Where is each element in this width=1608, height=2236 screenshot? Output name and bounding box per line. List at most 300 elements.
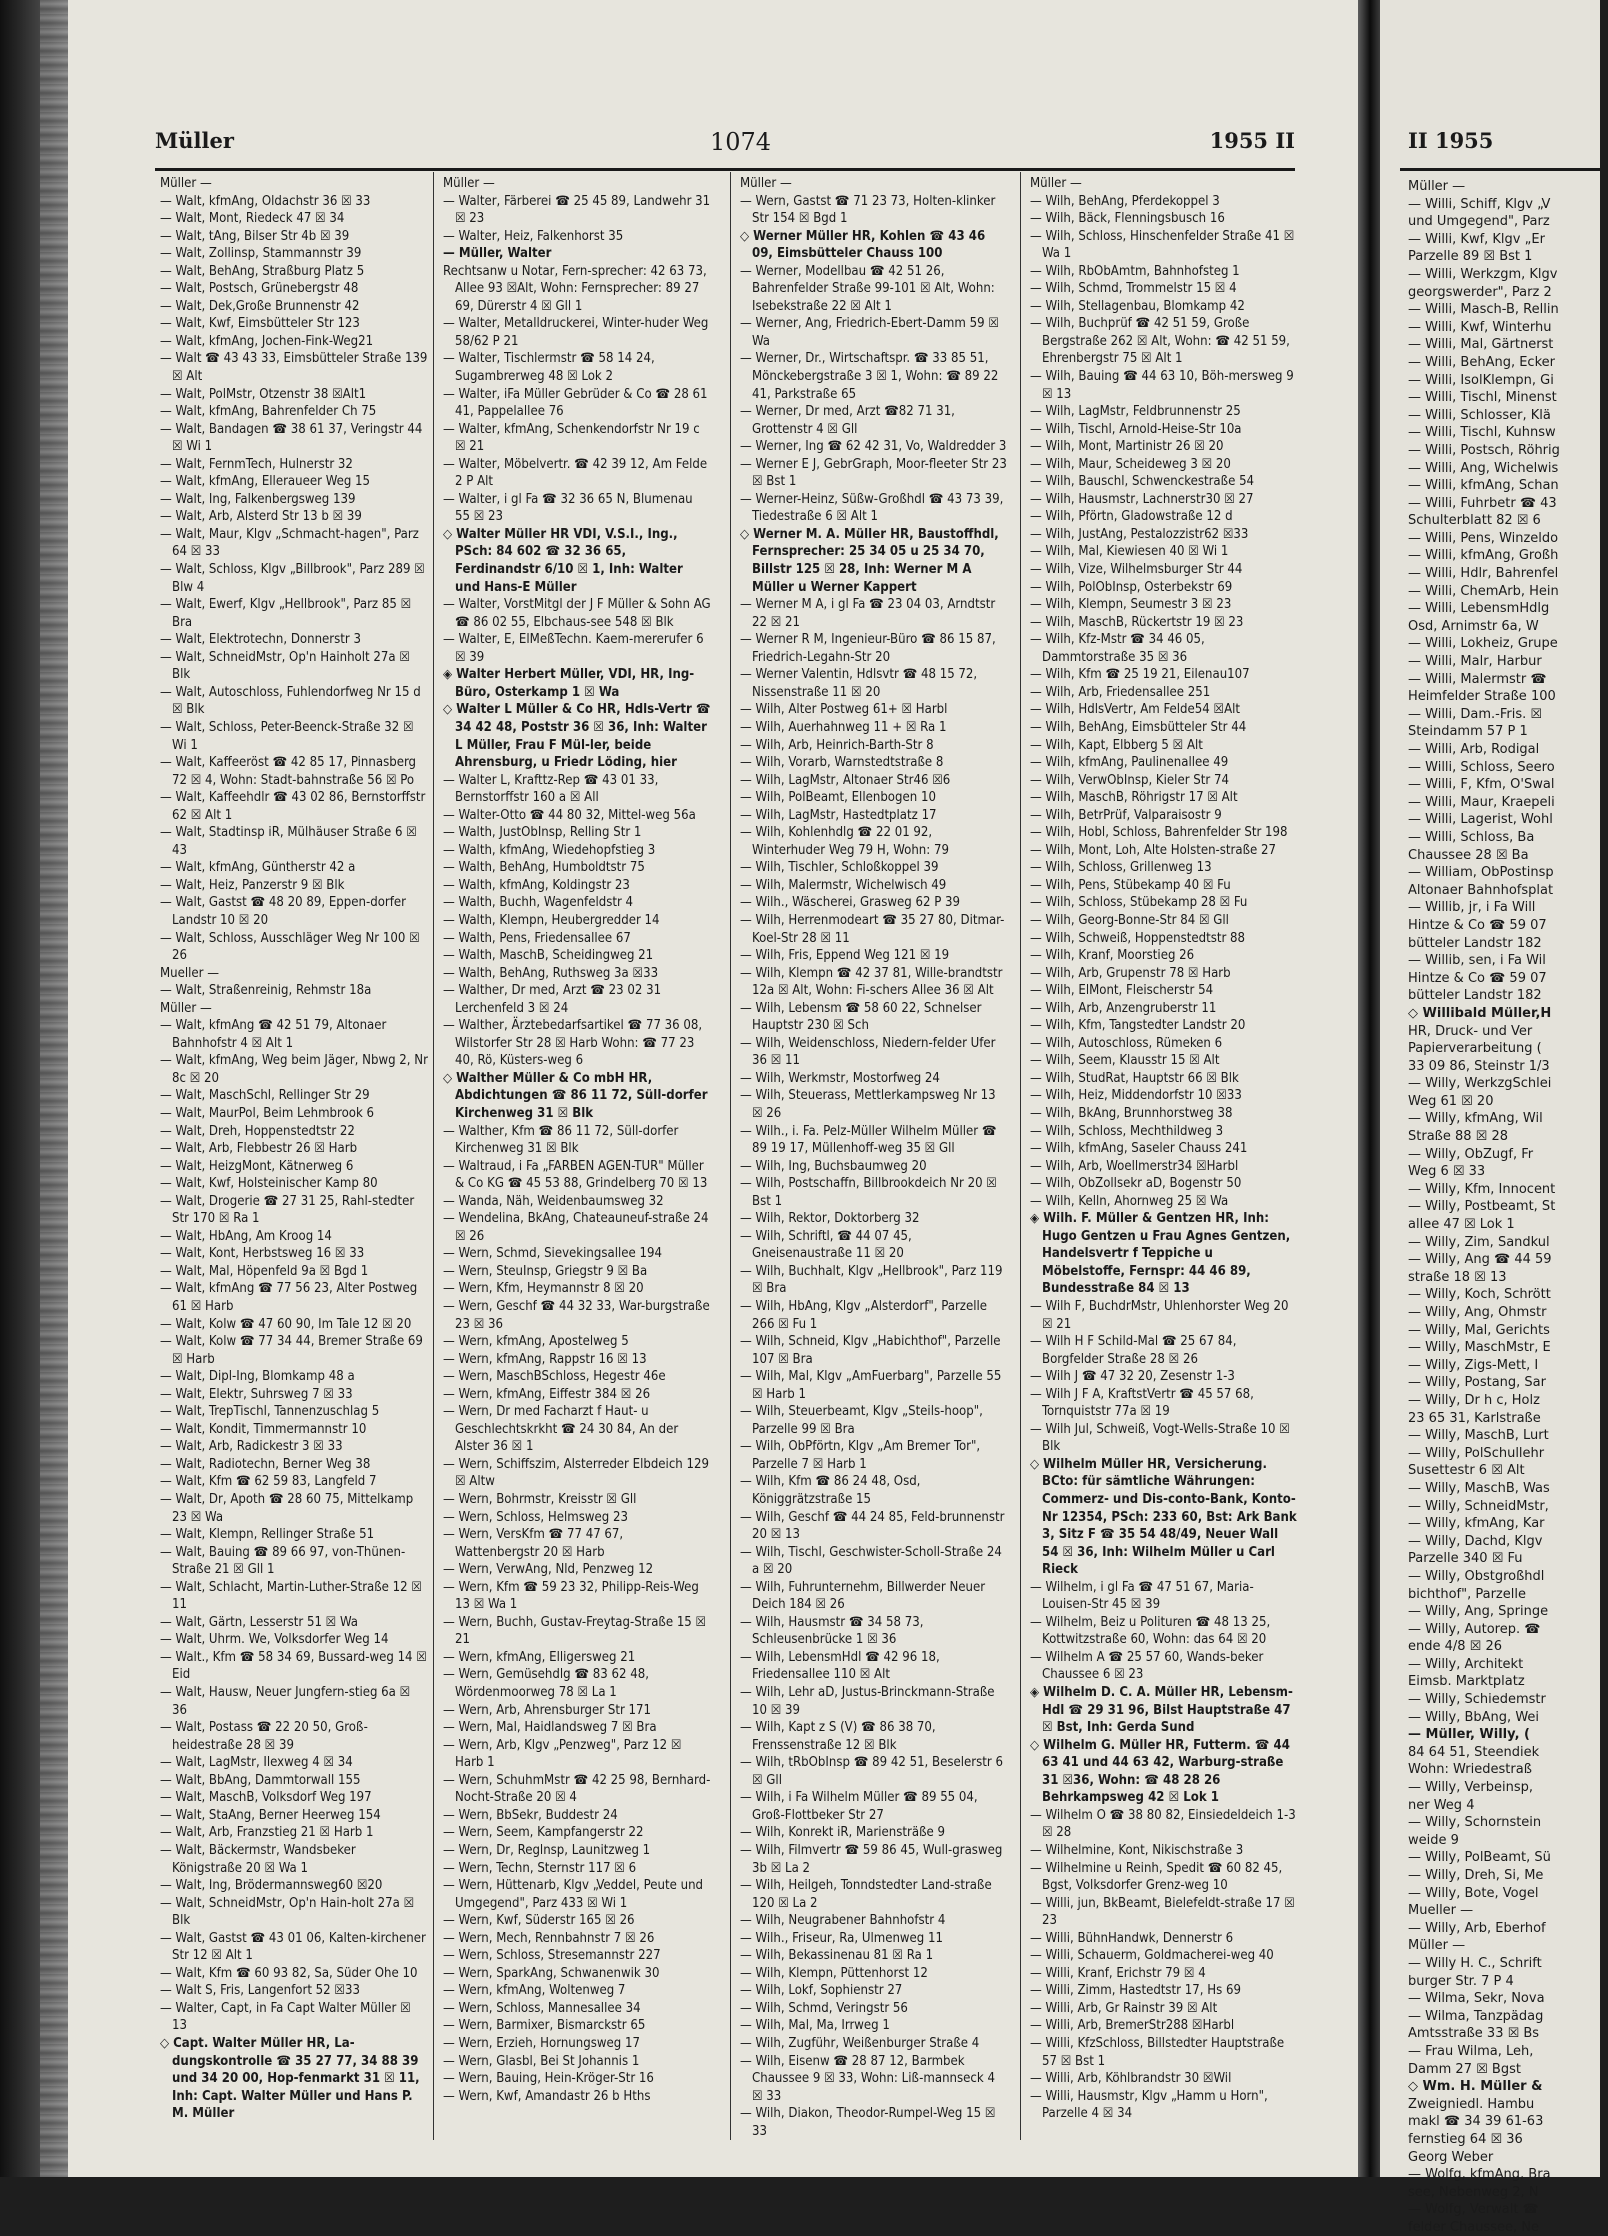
directory-entry: — Wern, Dr, Reglnsp, Launitzweg 1 [443,1842,651,1858]
directory-entry: — Walt, Hausw, Neuer Jungfern-stieg 6a ☒ 36 [160,1685,411,1718]
directory-entry: — Wilh, ElMont, Fleischerstr 54 [1030,983,1214,999]
directory-entry: — Wern, Kfm, Heymannstr 8 ☒ 20 [443,1281,644,1297]
directory-entry: — Wilhelm, i gl Fa ☎ 47 51 67, Maria-Louisen-Str 45 ☒ 39 [1030,1579,1254,1613]
facing-page-line: — Willy, Zim, Sandkul [1408,1234,1550,1250]
directory-entry: — Wern, Kfm ☎ 59 23 32, Philipp-Reis-Weg 13 ☒ Wa 1 [443,1579,699,1613]
facing-page-line: — Willi, Postsch, Röhrig [1408,442,1560,458]
directory-entry: — Wilhelmine, Kont, Nikischstraße 3 [1030,1842,1244,1858]
directory-entry: — Wilh, Lebensm ☎ 58 60 22, Schnelser Hauptstr 230 ☒ Sch [740,1000,982,1034]
facing-page-line: — Willi, Hdlr, Bahrenfel [1408,566,1559,582]
directory-entry: — Walt, Radiotechn, Berner Weg 38 [160,1456,371,1472]
directory-entry: — Wilh, Schloss, Stübekamp 28 ☒ Fu [1030,895,1248,911]
directory-entry: — Wilh, Fris, Eppend Weg 121 ☒ 19 [740,948,950,964]
directory-entry: — Wern, kfmAng, Rappstr 16 ☒ 13 [443,1351,647,1367]
facing-page-line: — Willy, kfmAng, Kar [1408,1516,1545,1532]
facing-page-line: weide 9 [1408,1832,1459,1848]
directory-entry: — Wilh, tRbObInsp ☎ 89 42 51, Beselerstr 6 ☒ Gll [740,1755,1003,1788]
directory-entry: — Wilh, Alter Postweg 61+ ☒ Harbl [740,702,948,718]
directory-entry: — Walt, Ing, Falkenbergsweg 139 [160,491,356,507]
directory-entry: Müller — [1030,176,1082,191]
column-divider [433,172,434,2140]
directory-entry: — Wilh, JustAng, Pestalozzistr62 ☒33 [1030,526,1249,542]
directory-entry: — Walt ☎ 43 43 33, Eimsbütteler Straße 139 ☒ Alt [160,351,428,385]
directory-entry: — Wilh, Buchprüf ☎ 42 51 59, Große Bergstraße 262 ☒ Alt, Wohn: ☎ 42 51 59, Ehrenbergstr 75 ☒ Alt 1 [1030,316,1290,367]
column-divider [730,172,731,2140]
facing-page-line: — Willi, Tischl, Minenst [1408,390,1557,406]
directory-entry: Müller — [160,1000,212,1016]
facing-page-line: — Willy, Dachd, Klgv [1408,1533,1543,1549]
facing-page-line: ◇ Wm. H. Müller & [1408,2079,1543,2095]
directory-entry: — Wern, SchuhmMstr ☎ 42 25 98, Bernhard-Nocht-Straße 20 ☒ 4 [443,1772,711,1806]
directory-entry: — Wilhelmine u Reinh, Spedit ☎ 60 82 45, Bgst, Volksdorfer Grenz-weg 10 [1030,1860,1283,1894]
directory-entry: — Walt, kfmAng, Bahrenfelder Ch 75 [160,404,377,420]
directory-entry: — Wern, Arb, Klgv „Penzweg", Parz 12 ☒ Harb 1 [443,1737,682,1771]
facing-page-line: Parzelle 89 ☒ Bst 1 [1408,249,1533,265]
facing-page-line: — Willy, Kfm, Innocent [1408,1181,1556,1197]
directory-entry: — Walt, LagMstr, Ilexweg 4 ☒ 34 [160,1755,353,1771]
directory-entry: — Walter, Heiz, Falkenhorst 35 [443,228,624,244]
facing-page-line: Weg 61 ☒ 20 [1408,1093,1494,1109]
directory-entry: — Werner R M, Ingenieur-Büro ☎ 86 15 87, Friedrich-Legahn-Str 20 [740,632,996,665]
facing-page-line: — Willi, Schiff, Klgv „V [1408,196,1551,212]
facing-page-line: — Willi, Dam.-Fris. ☒ [1408,706,1543,722]
directory-entry: — Walt, kfmAng, Weg beim Jäger, Nbwg 2, Nr 8c ☒ 20 [160,1053,428,1086]
facing-page-line: — Willy, WerkzgSchlei [1408,1076,1552,1092]
directory-entry: — Wilh H F Schild-Mal ☎ 25 67 84, Borgfelder Straße 28 ☒ 26 [1030,1334,1237,1367]
directory-entry: — Wilh, Kfm ☎ 86 24 48, Osd, Königgrätzstraße 15 [740,1474,921,1508]
directory-entry: Mueller — [160,965,220,981]
directory-entry: — Wilhelm O ☎ 38 80 82, Einsiedeldeich 1-3 ☒ 28 [1030,1807,1296,1841]
directory-entry: — Walt, Kaffeeröst ☎ 42 85 17, Pinnasberg 72 ☒ 4, Wohn: Stadt-bahnstraße 56 ☒ Po [160,755,417,788]
facing-page-line: — Willi, Lokheiz, Grupe [1408,636,1558,652]
directory-entry: — Wilh, Klempn ☎ 42 37 81, Wille-brandtstr 12a ☒ Alt, Wohn: Fi-schers Allee 36 ☒ Alt [740,965,1003,999]
directory-entry: — Willi, BühnHandwk, Dennerstr 6 [1030,1930,1234,1946]
directory-entry: — Wern, Kwf, Amandastr 26 b Hths [443,2088,651,2104]
facing-page-line: — Willi, Schlosser, Klä [1408,407,1551,423]
directory-entry: — Walt, kfmAng, Jochen-Fink-Weg21 [160,333,374,349]
directory-entry: — Walt, kfmAng, Elleraueer Weg 15 [160,474,371,490]
directory-entry: — Werner E J, GebrGraph, Moor-fleeter Str 23 ☒ Bst 1 [740,456,1007,490]
directory-entry: — Wilh, BehAng, Pferdekoppel 3 [1030,193,1220,209]
header-page-number: 1074 [710,128,772,156]
directory-entry: — Walt, Gärtn, Lesserstr 51 ☒ Wa [160,1614,359,1630]
directory-entry: — Walt, SchneidMstr, Op'n Hainholt 27a ☒ Blk [160,649,410,683]
directory-entry: — Willi, Zimm, Hastedtstr 17, Hs 69 [1030,1983,1241,1999]
directory-entry: — Wern, Geschf ☎ 44 32 33, War-burgstraße 23 ☒ 36 [443,1299,710,1332]
facing-page-line: — Willy, MaschB, Was [1408,1480,1550,1496]
facing-page-line: bütteler Landstr 182 [1408,935,1542,951]
facing-page-line: 23 65 31, Karlstraße [1408,1410,1541,1426]
directory-entry: — Werner, Dr., Wirtschaftspr. ☎ 33 85 51, Mönckebergstraße 3 ☒ 1, Wohn: ☎ 89 22 41, Parkstraße 65 [740,351,999,402]
directory-entry: — Walt, Kfm ☎ 62 59 83, Langfeld 7 [160,1474,377,1490]
scan-edge-artifact [40,0,70,2177]
facing-page-header: II 1955 [1408,128,1494,153]
facing-page-line: — William, ObPostinsp [1408,865,1554,881]
facing-page-line: — Willi, Ang, Wichelwis [1408,460,1559,476]
directory-entry: — Wilh, Mont, Martinistr 26 ☒ 20 [1030,439,1224,455]
directory-entry: — Wilh, Schloss, Mechthildweg 3 [1030,1123,1224,1139]
directory-entry: — Wilh, Schloss, Grillenweg 13 [1030,860,1212,876]
facing-page-line: — Willy, Schornstein [1408,1815,1542,1831]
header-surname: Müller [155,128,234,153]
directory-entry: — Wern, kfmAng, Eiffestr 384 ☒ 26 [443,1386,651,1402]
directory-entry: — Wilh, Fuhrunternehm, Billwerder Neuer Deich 184 ☒ 26 [740,1579,986,1613]
directory-entry: — Wilh, ObPförtn, Klgv „Am Bremer Tor", Parzelle 7 ☒ Harb 1 [740,1439,981,1472]
directory-entry: — Walter, i gl Fa ☎ 32 36 65 N, Blumenau 55 ☒ 23 [443,491,693,525]
directory-entry: — Wilh, Mal, Ma, Irrweg 1 [740,2018,890,2034]
directory-entry: — Walter, iFa Müller Gebrüder & Co ☎ 28 61 41, Pappelallee 76 [443,386,708,420]
facing-page-line: — Willy, Dreh, Si, Me [1408,1868,1544,1883]
facing-page-line: Chaussee 28 ☒ Ba [1408,847,1529,863]
directory-entry: — Werner, Modellbau ☎ 42 51 26, Bahrenfelder Straße 99-101 ☒ Alt, Wohn: Isebekstraße 22 ☒ Alt 1 [740,263,995,314]
directory-entry: — Wilh F, BuchdrMstr, Uhlenhorster Weg 20 ☒ 21 [1030,1299,1289,1332]
facing-page-line: straße 18 ☒ 13 [1408,1269,1507,1285]
directory-entry: — Wilh, LagMstr, Altonaer Str46 ☒6 [740,772,951,788]
facing-page-line: georgswerder", Parz 2 [1408,284,1552,300]
directory-entry: — Walt, Bäckermstr, Wandsbeker Königstraße 20 ☒ Wa 1 [160,1842,356,1876]
facing-page-line: — Willi, Malr, Harbur [1408,654,1542,670]
facing-page-line: — Willy, Zigs-Mett, I [1408,1357,1539,1373]
directory-entry: — Wilh, Bauing ☎ 44 63 10, Böh-mersweg 9 ☒ 13 [1030,369,1294,402]
directory-entry: — Wilh, PolObInsp, Osterbekstr 69 [1030,579,1233,595]
directory-entry: — Wilh, Schneid, Klgv „Habichthof", Parzelle 107 ☒ Bra [740,1334,1001,1367]
facing-page-line: makl ☎ 34 39 61-63 [1408,2114,1544,2130]
facing-page-line: Straße 88 ☒ 28 [1408,1129,1508,1145]
directory-entry: — Walt, Gastst ☎ 48 20 89, Eppen-dorfer Landstr 10 ☒ 20 [160,895,406,928]
directory-entry: — Walt, kfmAng ☎ 42 51 79, Altonaer Bahnhofstr 4 ☒ Alt 1 [160,1018,387,1051]
directory-entry: — Wern, Mech, Rennbahnstr 7 ☒ 26 [443,1930,655,1946]
directory-entry: — Walt, Stadtinsp iR, Mülhäuser Straße 6 ☒ 43 [160,825,417,858]
directory-entry: — Walter L, Krafttz-Rep ☎ 43 01 33, Bernstorffstr 160 a ☒ All [443,772,659,806]
directory-entry: — Wilh., Friseur, Ra, Ulmenweg 11 [740,1930,944,1946]
directory-entry: — Wilh, Bauschl, Schwenckestraße 54 [1030,474,1255,490]
facing-page [1380,0,1600,2235]
directory-entry: — Wilh, Auerhahnweg 11 + ☒ Ra 1 [740,719,947,735]
facing-page-line: felder Chaussee, Ne [1408,2219,1539,2235]
facing-page-line: Müller — [1408,179,1466,194]
directory-entry: — Wilh, Pens, Stübekamp 40 ☒ Fu [1030,877,1231,893]
directory-entry: — Wilh, Malermstr, Wichelwisch 49 [740,877,947,893]
directory-entry: — Willi, Schauerm, Goldmacherei-weg 40 [1030,1948,1274,1964]
directory-entry: ◇ Walter L Müller & Co HR, Hdls-Vertr ☎ 34 42 48, Poststr 36 ☒ 36, Inh: Walter L Müller, Frau F Mül-ler, beide Ahrensburg, u Friedr Löding, hier [443,702,711,771]
directory-entry: — Wilh, Bäck, Flenningsbusch 16 [1030,211,1225,227]
directory-entry: — Wilh, Kfm, Tangstedter Landstr 20 [1030,1018,1246,1034]
facing-page-line: — Willi, Pens, Winzeldo [1408,530,1559,546]
facing-page-line: — Willy, PolBeamt, Sü [1408,1850,1551,1866]
directory-entry: — Wern, Bohrmstr, Kreisstr ☒ Gll [443,1492,637,1508]
directory-entry: — Wilh., i. Fa. Pelz-Müller Wilhelm Müller ☎ 89 19 17, Müllenhoff-weg 35 ☒ Gll [740,1123,997,1157]
facing-page-line: — Willy, MaschB, Lurt [1408,1428,1549,1444]
directory-entry: ◇ Walter Müller HR VDI, V.S.I., Ing., PSch: 84 602 ☎ 32 36 65, Ferdinandstr 6/10 ☒ 1, Inh: Walter und Hans-E Müller [443,526,683,595]
facing-header-rule [1400,168,1600,171]
directory-entry: — Wilh, Schmd, Trommelstr 15 ☒ 4 [1030,281,1237,297]
directory-entry: — Wilh, Zugführ, Weißenburger Straße 4 [740,2035,980,2051]
directory-entry: — Wilh, Heilgeh, Tonndstedter Land-straße 120 ☒ La 2 [740,1878,992,1911]
directory-entry: — Walt, Postass ☎ 22 20 50, Groß-heidestraße 28 ☒ 39 [160,1720,368,1753]
directory-entry: — Walt, MaurPol, Beim Lehmbrook 6 [160,1105,375,1121]
directory-entry: — Wilh, MaschB, Rückertstr 19 ☒ 23 [1030,614,1244,630]
facing-page-line: — Willi, Masch-B, Rellin [1408,302,1559,318]
directory-entry: Müller — [740,176,792,191]
facing-page-line: — Willi, F, Kfm, O'Swal [1408,777,1555,793]
facing-page-line: Altonaer Bahnhofsplat [1408,882,1554,898]
facing-page-line: Osd, Arnimstr 6a, W [1408,618,1539,634]
facing-page-line: — Willy, kfmAng, Wil [1408,1111,1543,1127]
directory-entry: — Wilh, Kapt, Elbberg 5 ☒ Alt [1030,737,1203,753]
directory-entry: — Walt, Postsch, Grünebergstr 48 [160,281,359,297]
directory-entry: — Walt, Ing, Brödermannsweg60 ☒20 [160,1878,383,1894]
directory-entry: — Wilh, HbAng, Klgv „Alsterdorf", Parzelle 266 ☒ Fu 1 [740,1299,988,1332]
directory-entry: — Walt, BbAng, Dammtorwall 155 [160,1772,361,1788]
directory-entry: — Wilh, Klempn, Püttenhorst 12 [740,1965,928,1981]
directory-entry: — Wern, kfmAng, Apostelweg 5 [443,1334,629,1350]
directory-entry: — Wern, SteuInsp, Griegstr 9 ☒ Ba [443,1263,648,1279]
directory-entry: ◇ Capt. Walter Müller HR, La-dungskontrolle ☎ 35 27 77, 34 88 39 und 34 20 00, Hop-fenmarkt 31 ☒ 11, Inh: Capt. Walter Müller und Hans P. M. Müller [160,2035,420,2122]
facing-page-line: — Frau Wilma, Leh, [1408,2043,1534,2059]
directory-entry: — Müller, Walter [443,246,552,262]
facing-page-line: HR, Druck- und Ver [1408,1023,1533,1039]
facing-page-line: — Willy, Bote, Vogel [1408,1885,1539,1901]
facing-page-line: allee 47 ☒ Lok 1 [1408,1217,1515,1233]
directory-entry: — Walt, Kolw ☎ 77 34 44, Bremer Straße 69 ☒ Harb [160,1334,423,1367]
directory-entry: — Walt, HeizgMont, Kätnerweg 6 [160,1158,354,1174]
directory-entry: — Wilh, Konrekt iR, Mariensträße 9 [740,1825,945,1841]
directory-entry: — Walth, BehAng, Ruthsweg 3a ☒33 [443,965,659,981]
directory-entry: — Wilh, LagMstr, Hastedtplatz 17 [740,807,937,823]
directory-entry: — Wilh, BkAng, Brunnhorstweg 38 [1030,1105,1233,1121]
directory-entry: — Walt, BehAng, Straßburg Platz 5 [160,263,365,279]
directory-entry: — Wern, Schloss, Stresemannstr 227 [443,1948,661,1964]
directory-entry: — Walt, Schloss, Klgv „Billbrook", Parz 289 ☒ Blw 4 [160,562,425,595]
directory-entry: — Wern, Seem, Kampfangerstr 22 [443,1825,644,1841]
directory-entry: — Walt, Kaffeehdlr ☎ 43 02 86, Bernstorffstr 62 ☒ Alt 1 [160,790,426,823]
directory-entry: — Willi, Arb, BremerStr288 ☒Harbl [1030,2018,1235,2034]
facing-page-line: — Willi, Kwf, Winterhu [1408,319,1552,335]
directory-entry: — Wilh, Kranf, Moorstieg 26 [1030,948,1195,964]
directory-entry: — Wilh, Stellagenbau, Blomkamp 42 [1030,298,1245,314]
directory-entry: — Wilh, Tischler, Schloßkoppel 39 [740,860,939,876]
directory-entry: — Wilh, Eisenw ☎ 28 87 12, Barmbek Chaussee 9 ☒ 33, Wohn: Liß-mannseck 4 ☒ 33 [740,2053,995,2104]
directory-entry: — Wilh, Georg-Bonne-Str 84 ☒ Gll [1030,912,1229,928]
directory-entry: — Wern, Mal, Haidlandsweg 7 ☒ Bra [443,1720,657,1736]
facing-page-line: Parzelle 340 ☒ Fu [1408,1551,1523,1567]
directory-entry: — Willi, Hausmstr, Klgv „Hamm u Horn", Parzelle 4 ☒ 34 [1030,2088,1268,2122]
facing-page-line: — Willy, PolSchullehr [1408,1445,1545,1461]
directory-entry: — Walth, Klempn, Heubergredder 14 [443,912,660,928]
facing-page-line: — Willi, Kwf, Klgv „Er [1408,231,1545,247]
directory-entry: — Wilh, Arb, Woellmerstr34 ☒Harbl [1030,1158,1239,1174]
directory-entry: — Walt, Kont, Herbstsweg 16 ☒ 33 [160,1246,365,1262]
directory-entry: — Werner-Heinz, Süßw-Großhdl ☎ 43 73 39, Tiedestraße 6 ☒ Alt 1 [740,491,1004,525]
facing-page-line: — Willy, Ang, Ohmstr [1408,1305,1547,1320]
directory-entry: — Walt, TrepTischl, Tannenzuschlag 5 [160,1404,380,1420]
directory-entry: — Wilh, Steuerass, Mettlerkampsweg Nr 13 ☒ 26 [740,1088,996,1121]
facing-page-line: — Willi, Schloss, Seero [1408,759,1555,775]
facing-page-line: Steindamm 57 P 1 [1408,724,1528,740]
directory-entry: — Walt, Kfm ☎ 60 93 82, Sa, Süder Ohe 10 [160,1965,418,1981]
facing-page-line: — Wolfg, kfmAng, Bra [1408,2167,1551,2183]
facing-page-line: — Willib, sen, i Fa Wil [1408,953,1546,969]
directory-entry: — Walt S, Fris, Langenfort 52 ☒33 [160,1983,360,1999]
directory-entry: — Walt, Elektr, Suhrsweg 7 ☒ 33 [160,1386,353,1402]
directory-entry: — Walth, Buchh, Wagenfeldstr 4 [443,895,634,911]
directory-entry: — Wilh, Buchhalt, Klgv „Hellbrook", Parz 119 ☒ Bra [740,1263,1003,1297]
directory-entry: — Walter, Tischlermstr ☎ 58 14 24, Sugambrerweg 48 ☒ Lok 2 [443,351,655,385]
facing-page-line: — Willi, kfmAng, Schan [1408,478,1559,494]
directory-entry: — Walt, Bandagen ☎ 38 61 37, Veringstr 44 ☒ Wi 1 [160,421,423,455]
directory-entry: — Walter, Färberei ☎ 25 45 89, Landwehr 31 ☒ 23 [443,193,711,227]
directory-entry: — Walt, Ewerf, Klgv „Hellbrook", Parz 85 ☒ Bra [160,597,412,630]
directory-entry: — Walt, PolMstr, Otzenstr 38 ☒Alt1 [160,386,367,402]
facing-page-line: ◇ Willibald Müller,H [1408,1005,1552,1021]
directory-entry: — Walth, kfmAng, Koldingstr 23 [443,877,630,893]
directory-entry: — Wern, Kwf, Süderstr 165 ☒ 26 [443,1913,635,1929]
directory-entry: — Wanda, Näh, Weidenbaumsweg 32 [443,1193,664,1209]
facing-page-line: — Willi, kfmAng, Großh [1408,548,1559,564]
directory-entry: — Wilh, Ing, Buchsbaumweg 20 [740,1158,927,1174]
directory-entry: — Wilh J F A, KraftstVertr ☎ 45 57 68, Tornquiststr 77a ☒ 19 [1030,1386,1254,1420]
facing-page-line: Weg 6 ☒ 33 [1408,1164,1486,1180]
directory-entry: — Walter, Metalldruckerei, Winter-huder Weg 58/62 P 21 [443,316,709,349]
directory-entry: — Wilh, Mont, Loh, Alte Holsten-straße 27 [1030,842,1277,858]
facing-page-line: — Willi, ChemArb, Hein [1408,583,1559,599]
directory-entry: — Wilh, Vorarb, Warnstedtstraße 8 [740,755,944,771]
directory-entry: — Walt, kfmAng, Oldachstr 36 ☒ 33 [160,193,371,209]
directory-entry: — Wilh, Schriftl, ☎ 44 07 45, Gneisenaustraße 11 ☒ 20 [740,1228,912,1262]
facing-page-line: ner Weg 4 [1408,1797,1475,1813]
directory-entry: — Wilh J ☎ 47 32 20, Zesenstr 1-3 [1030,1369,1235,1385]
directory-column-4 [1030,175,1298,2135]
directory-entry: — Wilh, Kapt z S (V) ☎ 86 38 70, Frenssenstraße 12 ☒ Blk [740,1720,936,1753]
directory-entry: — Wern, Glasbl, Bei St Johannis 1 [443,2053,640,2069]
facing-page-line: — Willy, Architekt [1408,1656,1524,1672]
directory-entry: — Wern, Hüttenarb, Klgv „Veddel, Peute und Umgegend", Parz 433 ☒ Wi 1 [443,1878,704,1911]
directory-entry: — Wilh, Diakon, Theodor-Rumpel-Weg 15 ☒ 33 [740,2106,996,2139]
facing-page-line: Müller — [1408,1938,1466,1954]
directory-entry: ◇ Werner M. A. Müller HR, Baustoffhdl, Fernsprecher: 25 34 05 u 25 34 70, Billstr 125 ☒ 28, Inh: Werner M A Müller u Werner Kappert [740,526,999,595]
directory-entry: — Wern, Dr med Facharzt f Haut- u Geschlechtskrkht ☎ 24 30 84, An der Alster 36 ☒ 1 [443,1404,679,1455]
directory-entry: ◇ Walther Müller & Co mbH HR, Abdichtungen ☎ 86 11 72, Süll-dorfer Kirchenweg 31 ☒ Blk [443,1070,708,1121]
directory-entry: — Wilh, Schloss, Hinschenfelder Straße 41 ☒ Wa 1 [1030,228,1295,262]
facing-page-line: — Willi, LebensmHdlg [1408,601,1550,617]
directory-entry: — Walter, E, ElMeßTechn. Kaem-mererufer 6 ☒ 39 [443,632,704,665]
directory-entry: — Walt, Schloss, Peter-Beenck-Straße 32 ☒ Wi 1 [160,719,414,753]
directory-entry: — Wern, Bauing, Hein-Kröger-Str 16 [443,2071,654,2087]
facing-page-line: — Willy, Autorep. ☎ [1408,1621,1541,1637]
directory-entry: — Wilh, PolBeamt, Ellenbogen 10 [740,790,936,806]
directory-entry: — Wern, BbSekr, Buddestr 24 [443,1807,618,1823]
directory-entry: — Werner, Ing ☎ 62 42 31, Vo, Waldredder 3 [740,439,1007,455]
directory-entry: — Wilh, Kelln, Ahornweg 25 ☒ Wa [1030,1193,1229,1209]
directory-entry: — Wendelina, BkAng, Chateauneuf-straße 24 ☒ 26 [443,1211,709,1244]
directory-entry: — Wern, Arb, Ahrensburger Str 171 [443,1702,652,1718]
facing-page-line: — Willy, Schiedemstr [1408,1692,1546,1708]
directory-entry: — Walt, Straßenreinig, Rehmstr 18a [160,983,372,999]
directory-entry: ◈ Walter Herbert Müller, VDI, HR, Ing-Büro, Osterkamp 1 ☒ Wa [443,667,695,700]
directory-entry: — Walt, Bauing ☎ 89 66 97, von-Thünen-Straße 21 ☒ Gll 1 [160,1544,406,1578]
facing-page-line: Susettestr 6 ☒ Alt [1408,1463,1525,1479]
header-year: 1955 II [1209,128,1295,153]
facing-page-line: — Willi, Lagerist, Wohl [1408,812,1553,828]
directory-entry: — Willi, Arb, Köhlbrandstr 30 ☒Wil [1030,2071,1232,2087]
directory-entry: — Wilh, MaschB, Röhrigstr 17 ☒ Alt [1030,790,1238,806]
directory-column-3 [740,175,1008,2139]
directory-entry: — Wilh, Tischl, Geschwister-Scholl-Straße 24 a ☒ 20 [740,1544,1002,1578]
directory-entry: — Walt, Klempn, Rellinger Straße 51 [160,1527,375,1543]
facing-page-line: — Willi, Mal, Gärtnerst [1408,337,1554,353]
facing-page-line: — Willy, Arb, Eberhof [1408,1920,1546,1936]
directory-entry: — Wern, VerwAng, Nld, Penzweg 12 [443,1562,654,1578]
facing-page-line: — Willy, ObZugf, Fr [1408,1146,1534,1162]
facing-page-line: fernstieg 64 ☒ 36 [1408,2131,1523,2147]
facing-page-line: Heimfelder Straße 100 [1408,689,1556,705]
facing-page-line: Hintze & Co ☎ 59 07 [1408,970,1547,986]
directory-entry: — Wilh, Weidenschloss, Niedern-felder Ufer 36 ☒ 11 [740,1035,996,1069]
facing-page-line: — Willy, SchneidMstr, [1408,1498,1549,1514]
facing-page-line: — Willy, Postbeamt, St [1408,1199,1556,1215]
directory-entry: — Wilh., Wäscherei, Grasweg 62 P 39 [740,895,961,911]
facing-page-line: — Willy, Mal, Gerichts [1408,1322,1550,1338]
directory-entry: — Wilh, Filmvertr ☎ 59 86 45, Wull-grasweg 3b ☒ La 2 [740,1842,1003,1876]
directory-entry: — Walt, Dipl-Ing, Blomkamp 48 a [160,1369,355,1385]
directory-entry: — Wilh, BetrPrüf, Valparaisostr 9 [1030,807,1222,823]
directory-entry: — Walther, Kfm ☎ 86 11 72, Süll-dorfer Kirchenweg 31 ☒ Blk [443,1123,679,1157]
directory-entry: — Walth, JustObInsp, Relling Str 1 [443,825,642,841]
directory-entry: — Wilh, Hobl, Schloss, Bahrenfelder Str 198 [1030,825,1288,841]
facing-page-line: — Willib, jr, i Fa Will [1408,900,1536,916]
directory-entry: — Wilh, RbObAmtm, Bahnhofsteg 1 [1030,263,1240,279]
directory-entry: — Wilh, Schmd, Veringstr 56 [740,2000,908,2016]
directory-entry: — Walth, Pens, Friedensallee 67 [443,930,631,946]
directory-entry: — Wilh, Werkmstr, Mostorfweg 24 [740,1070,940,1086]
directory-entry: — Wern, SparkAng, Schwanenwik 30 [443,1965,660,1981]
directory-entry: — Wern, Buchh, Gustav-Freytag-Straße 15 ☒ 21 [443,1614,707,1648]
directory-entry: — Wilhelm A ☎ 25 57 60, Wands-beker Chaussee 6 ☒ 23 [1030,1649,1264,1683]
directory-entry: — Wilh, Bekassinenau 81 ☒ Ra 1 [740,1948,934,1964]
directory-column-1 [160,175,428,2135]
facing-page-line: — Wilma, Sekr, Nova [1408,1991,1545,2007]
directory-entry: — Willi, jun, BkBeamt, Bielefeldt-straße 17 ☒ 23 [1030,1895,1295,1929]
directory-entry: — Werner M A, i gl Fa ☎ 23 04 03, Arndtstr 22 ☒ 21 [740,597,996,630]
directory-entry: — Walt, Dreh, Hoppenstedtstr 22 [160,1123,355,1139]
directory-entry: — Wilh, StudRat, Hauptstr 66 ☒ Blk [1030,1070,1239,1086]
facing-page-line: — Willy, BbAng, Wei [1408,1709,1540,1725]
directory-entry: — Wilh, Postschaffn, Billbrookdeich Nr 20 ☒ Bst 1 [740,1176,997,1209]
directory-entry: — Wern, Schloss, Helmsweg 23 [443,1509,628,1525]
directory-entry: — Wilh, Kohlenhdlg ☎ 22 01 92, Winterhuder Weg 79 H, Wohn: 79 [740,825,949,858]
directory-entry: — Walt, Kondit, Timmermannstr 10 [160,1421,367,1437]
directory-entry: — Wilh, Steuerbeamt, Klgv „Steils-hoop", Parzelle 99 ☒ Bra [740,1404,983,1437]
facing-page-line: — Willi, Tischl, Kuhnsw [1408,425,1556,441]
facing-page-line: Hintze & Co ☎ 59 07 [1408,917,1547,933]
directory-entry: — Walt, Elektrotechn, Donnerstr 3 [160,632,361,648]
directory-entry: — Walt, Kwf, Eimsbütteler Str 123 [160,316,360,332]
directory-entry: — Walt, MaschSchl, Rellinger Str 29 [160,1088,370,1104]
directory-entry: — Walt, Kolw ☎ 47 60 90, Im Tale 12 ☒ 20 [160,1316,412,1332]
directory-entry: — Walt, Schloss, Ausschläger Weg Nr 100 ☒ 26 [160,930,420,964]
header-rule [155,168,1295,171]
directory-entry: — Werner, Ang, Friedrich-Ebert-Damm 59 ☒ Wa [740,316,999,349]
directory-entry: Müller — [160,176,212,191]
directory-entry: — Wilh, Kfm ☎ 25 19 21, Eilenau107 [1030,667,1250,683]
directory-entry: — Wern, Schloss, Mannesallee 34 [443,2000,641,2016]
directory-entry: — Wilh, Pförtn, Gladowstraße 12 d [1030,509,1233,525]
directory-entry: — Wilh, Mal, Klgv „AmFuerbarg", Parzelle 55 ☒ Harb 1 [740,1369,1002,1402]
directory-entry: ◇ Werner Müller HR, Kohlen ☎ 43 46 09, Eimsbütteler Chauss 100 [740,228,986,262]
directory-entry: — Wilh, Arb, Anzengruberstr 11 [1030,1000,1217,1016]
directory-entry: — Walt, Gastst ☎ 43 01 06, Kalten-kirchener Str 12 ☒ Alt 1 [160,1930,426,1964]
directory-entry: — Walth, MaschB, Scheidingweg 21 [443,948,654,964]
